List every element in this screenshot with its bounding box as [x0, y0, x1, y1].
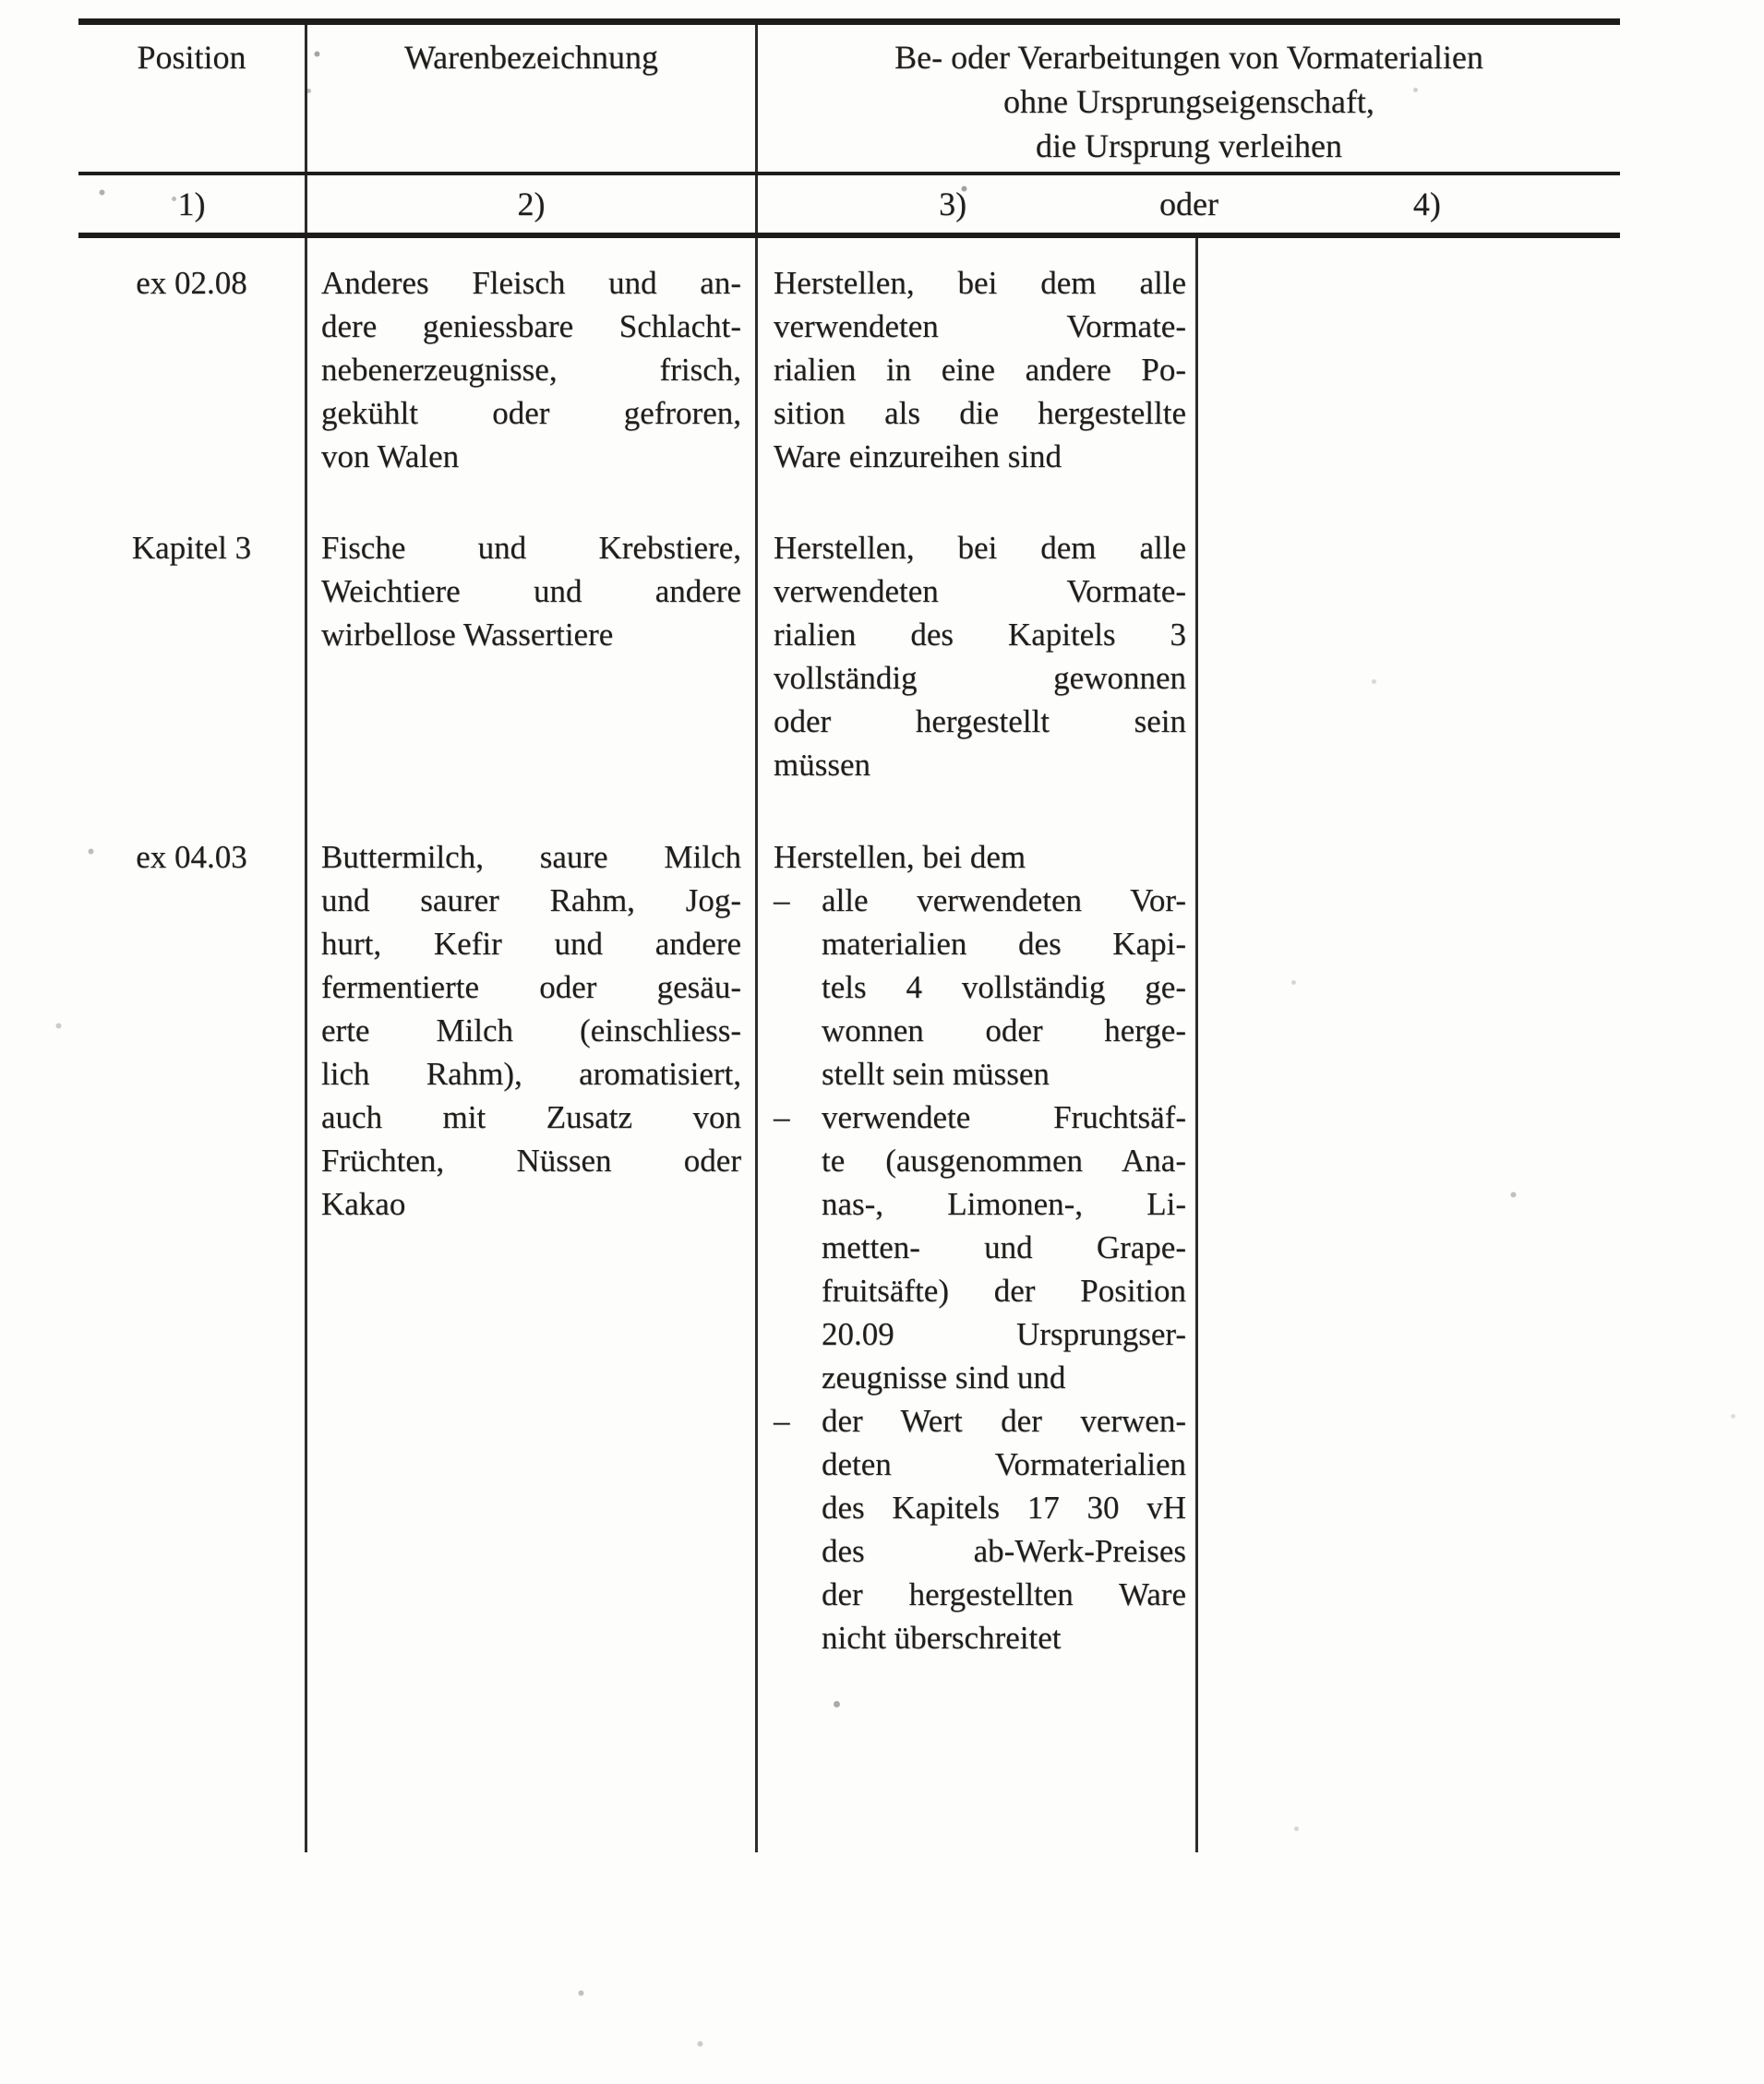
text-line: müssen [774, 747, 870, 783]
column-divider-2 [755, 238, 758, 1852]
rule-cell [774, 526, 1186, 786]
text-line: Herstellen, bei dem alle [774, 265, 1186, 301]
text-line: nebenerzeugnisse, frisch, [321, 352, 741, 388]
header-processing-line-3: die Ursprung verleihen [1036, 127, 1342, 164]
rule-cell [774, 835, 1186, 1659]
scan-speckles [0, 0, 3, 3]
header-cell-processing [758, 25, 1620, 172]
text-line: wonnen oder herge- [822, 1012, 1186, 1048]
column-number-4-label: 4) [1412, 186, 1441, 222]
description-cell [321, 261, 741, 478]
position-cell: Kapitel 3 [131, 530, 252, 566]
bullet-item [774, 879, 1186, 1096]
table-top-rule [78, 18, 1620, 25]
text-line: wirbellose Wassertiere [321, 617, 614, 653]
text-line: der hergestellten Ware [822, 1576, 1186, 1612]
column-number-1 [78, 175, 307, 233]
text-line: tels 4 vollständig ge- [822, 969, 1186, 1005]
table-body [78, 238, 1620, 1860]
description-cell [321, 835, 741, 1226]
column-number-row [78, 175, 1620, 233]
position-cell: ex 04.03 [136, 839, 247, 875]
text-line: des ab-Werk-Preises [822, 1533, 1186, 1569]
text-line: 20.09 Ursprungser- [822, 1316, 1186, 1352]
text-line: gekühlt oder gefroren, [321, 395, 741, 431]
text-line: rialien des Kapitels 3 [774, 617, 1186, 653]
column-number-1-label: 1) [177, 186, 206, 222]
text-line: oder hergestellt sein [774, 703, 1186, 739]
text-line: vollständig gewonnen [774, 660, 1186, 696]
description-cell [321, 526, 741, 656]
text-line: nicht überschreitet [822, 1620, 1062, 1656]
header-label-warenbezeichnung: Warenbezeichnung [404, 39, 658, 76]
text-line: und saurer Rahm, Jog- [321, 882, 741, 918]
header-processing-line-1: Be- oder Verarbeitungen von Vormaterialien [894, 39, 1483, 76]
text-line: alle verwendeten Vor- [822, 882, 1186, 918]
text-line: lich Rahm), aromatisiert, [321, 1056, 741, 1092]
text-line: Buttermilch, saure Milch [321, 839, 741, 875]
text-line: Fische und Krebstiere, [321, 530, 741, 566]
column-number-3-label: 3) [939, 186, 967, 222]
text-line: hurt, Kefir und andere [321, 926, 741, 962]
bullet-dash: – [774, 1099, 790, 1135]
header-label-position: Position [137, 39, 246, 76]
column-number-2-label: 2) [517, 186, 546, 222]
text-line: erte Milch (einschliess- [321, 1012, 741, 1048]
column-number-3-4 [758, 175, 1620, 233]
text-line: verwendeten Vormate- [774, 308, 1186, 344]
rule-paragraph [774, 835, 1186, 879]
text-line: Herstellen, bei dem [774, 839, 1026, 875]
text-line: rialien in eine andere Po- [774, 352, 1186, 388]
column-number-or-label: oder [1159, 186, 1218, 222]
rule-paragraph [774, 526, 1186, 786]
text-line: der Wert der verwen- [822, 1403, 1186, 1439]
text-line: verwendete Fruchtsäf- [822, 1099, 1186, 1135]
table-header-row [78, 25, 1620, 172]
text-line: Herstellen, bei dem alle [774, 530, 1186, 566]
text-line: Anderes Fleisch und an- [321, 265, 741, 301]
column-number-2 [307, 175, 758, 233]
column-divider-3 [1195, 238, 1198, 1852]
text-line: fermentierte oder gesäu- [321, 969, 741, 1005]
text-line: Weichtiere und andere [321, 573, 741, 609]
text-line: te (ausgenommen Ana- [822, 1143, 1186, 1179]
text-line: dere geniessbare Schlacht- [321, 308, 741, 344]
text-line: metten- und Grape- [822, 1229, 1186, 1265]
text-line: von Walen [321, 438, 460, 474]
text-line: Früchten, Nüssen oder [321, 1143, 741, 1179]
text-line: verwendeten Vormate- [774, 573, 1186, 609]
bullet-item [774, 1399, 1186, 1659]
text-line: deten Vormaterialien [822, 1446, 1186, 1482]
text-line: des Kapitels 17 30 vH [822, 1490, 1186, 1526]
text-line: Ware einzureihen sind [774, 438, 1062, 474]
text-line: materialien des Kapi- [822, 926, 1186, 962]
text-line: auch mit Zusatz von [321, 1099, 741, 1135]
column-divider-1 [305, 238, 307, 1852]
text-line: nas-, Limonen-, Li- [822, 1186, 1186, 1222]
rules-table [78, 18, 1620, 1860]
header-cell-position [78, 25, 307, 172]
rule-paragraph [774, 261, 1186, 478]
text-line: Kakao [321, 1186, 406, 1222]
position-cell: ex 02.08 [136, 265, 247, 301]
header-processing-line-2: ohne Ursprungseigenschaft, [1003, 83, 1374, 120]
text-line: stellt sein müssen [822, 1056, 1050, 1092]
bullet-item [774, 1096, 1186, 1399]
rule-cell [774, 261, 1186, 478]
text-line: sition als die hergestellte [774, 395, 1186, 431]
text-line: zeugnisse sind und [822, 1359, 1066, 1395]
text-line: fruitsäfte) der Position [822, 1273, 1186, 1309]
bullet-dash: – [774, 882, 790, 918]
header-cell-warenbezeichnung [307, 25, 758, 172]
bullet-dash: – [774, 1403, 790, 1439]
